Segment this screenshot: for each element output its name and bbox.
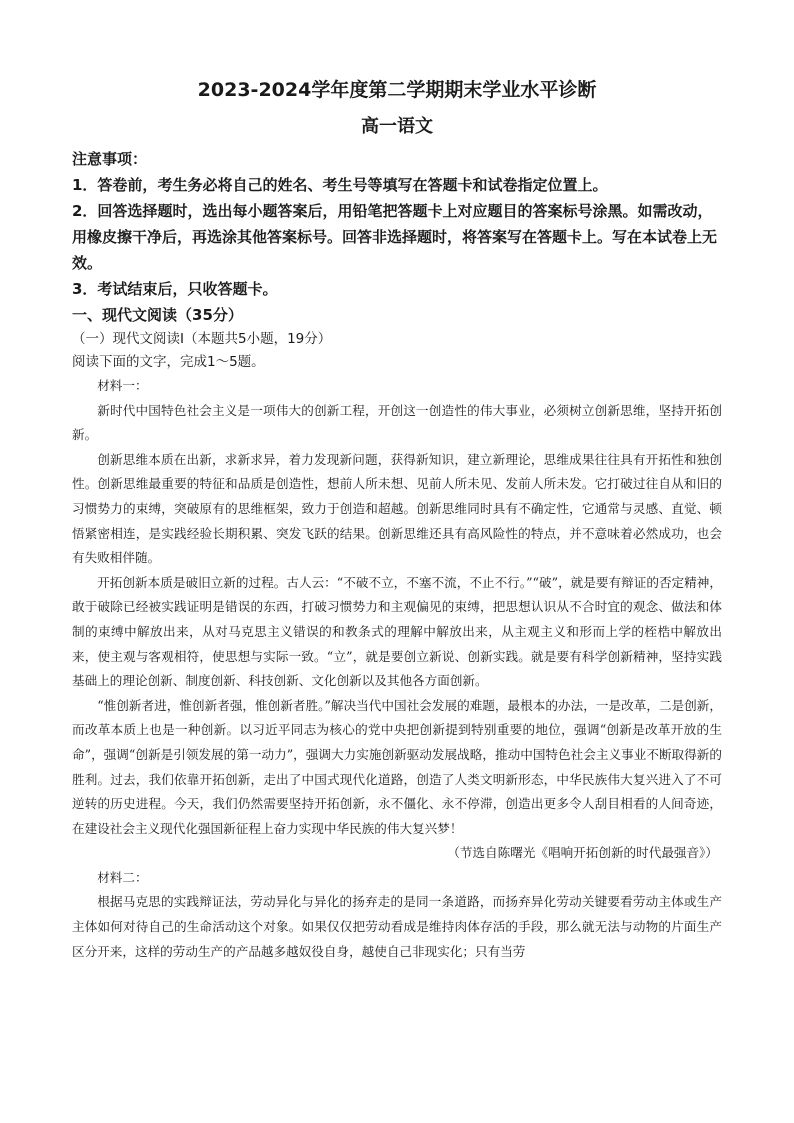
notes-item: 1．答卷前，考生务必将自己的姓名、考生号等填写在答题卡和试卷指定位置上。: [72, 176, 608, 194]
notes-item: 3．考试结束后，只收答题卡。: [72, 280, 278, 298]
section-heading: 一、现代文阅读（35分）: [72, 306, 243, 324]
exam-title: 2023-2024学年度第二学期期末学业水平诊断: [197, 79, 597, 101]
material-1-label: 材料一：: [97, 378, 148, 393]
section-subheading: （一）现代文阅读Ⅰ（本题共5小题，19分）: [72, 331, 332, 347]
material-1-source: （节选自陈曙光《唱响开拓创新的时代最强音》）: [447, 845, 718, 861]
material-2-label: 材料二：: [97, 869, 148, 885]
notes-list: [72, 172, 722, 302]
material-2-paragraph: 根据马克思的实践辩证法，劳动异化与异化的扬弃走的是同一条道路，而扬弃异化劳动关键要看劳动主体或生产主体如何对待自己的生命活动这个对象。如果仅仅把劳动看成是维持肉体存活的手段，那么就无法与动物的片面生产区分开来，这样的劳动生产的产品越多越奴役自身，越使自己非现实化；只有当劳: [72, 894, 722, 959]
material-1-paragraph: 创新思维本质在出新，求新求异，着力发现新问题，获得新知识，建立新理论，思维成果往往具有开拓性和独创性。创新思维最重要的特征和品质是创造性，想前人所未想、见前人所未见、发前人所未发。它打破过往自从和旧的习惯势力的束缚，突破原有的思维框架，致力于创造和超越。创新思维同时具有不确定性，它通常与灵感、直觉、顿悟紧密相连，是实践经验长期积累、突发飞跃的结果。创新思维还具有高风险性的特点，并不意味着必然成功，也会有失败相伴随。: [72, 451, 722, 566]
notes-item: 2．回答选择题时，选出每小题答案后，用铅笔把答题卡上对应题目的答案标号涂黑。如需改动，用橡皮擦干净后，再选涂其他答案标号。回答非选择题时，将答案写在答题卡上。写在本试卷上无效。: [72, 202, 718, 272]
section-instruction: 阅读下面的文字，完成1～5题。: [72, 354, 265, 370]
notes-heading: 注意事项：: [72, 150, 148, 168]
material-1-paragraph: 开拓创新本质是破旧立新的过程。古人云：“不破不立，不塞不流，不止不行。”“破”，就是要有辩证的否定精神，敢于破除已经被实践证明是错误的东西，打破习惯势力和主观偏见的束缚，把思想认识从不合时宜的观念、做法和体制的束缚中解放出来，从对马克思主义错误的和教条式的理解中解放出来，从主观主义和形而上学的桎梏中解放出来，使主观与客观相符，使思想与实际一致。“立”，就是要创立新说、创新实践。就是要有科学创新精神，坚持实践基础上的理论创新、制度创新、科技创新、文化创新以及其他各方面创新。: [72, 574, 722, 689]
material-1-paragraph: “惟创新者进，惟创新者强，惟创新者胜。”解决当代中国社会发展的难题，最根本的办法，一是改革，二是创新，而改革本质上也是一种创新。以习近平同志为核心的党中央把创新提到特别重要的地位，强调“创新是改革开放的生命”，强调“创新是引领发展的第一动力”，强调大力实施创新驱动发展战略，推动中国特色社会主义事业不断取得新的胜利。过去，我们依靠开拓创新，走出了中国式现代化道路，创造了人类文明新形态，中华民族伟大复兴进入了不可逆转的历史进程。今天，我们仍然需要坚持开拓创新，永不僵化、永不停滞，创造出更多令人刮目相看的人间奇迹，在建设社会主义现代化强国新征程上奋力实现中华民族的伟大复兴梦！: [72, 697, 722, 836]
material-1-paragraph: 新时代中国特色社会主义是一项伟大的创新工程，开创这一创造性的伟大事业，必须树立创新思维，坚持开拓创新。: [72, 402, 722, 443]
exam-subject: 高一语文: [361, 116, 433, 137]
